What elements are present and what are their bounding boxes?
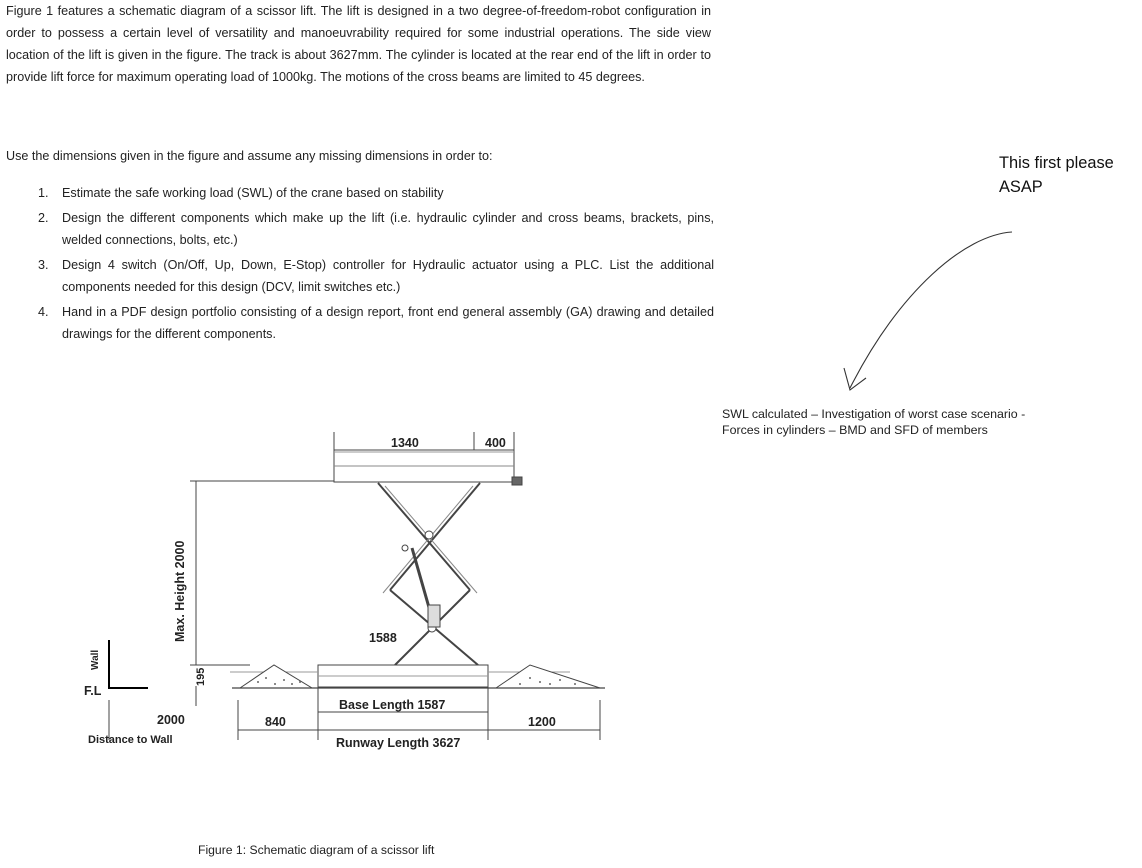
intro-paragraph: Figure 1 features a schematic diagram of a scissor lift. The lift is designed in a two degree-of-freedom-robot configuration in order to possess a certain level of versatility and manoeuvrability required for some industrial operations. The side view location of the lift is given in the figure. The track is about 3627mm. The cylinder is located at the rear end of the lift in order to provide lift force for maximum operating load of 1000kg. The motions of the cross beams are limited to 45 degrees. bbox=[6, 4, 711, 84]
dim-400: 400 bbox=[485, 436, 506, 450]
dim-base-length: Base Length 1587 bbox=[339, 698, 446, 712]
annotation-comment: SWL calculated – Investigation of worst case scenario - Forces in cylinders – BMD and SFD of members bbox=[722, 407, 1026, 437]
instructions-paragraph: Use the dimensions given in the figure and assume any missing dimensions in order to: bbox=[6, 149, 493, 163]
wall-label: Wall bbox=[90, 649, 101, 670]
dim-1340: 1340 bbox=[391, 436, 419, 450]
dim-195: 195 bbox=[195, 667, 207, 686]
task-item-3: 3. Design 4 switch (On/Off, Up, Down, E-Stop) controller for Hydraulic actuator using a PLC. List the additional components needed for this design (DCV, limit switches etc.) bbox=[38, 258, 714, 294]
task-item-4: 4. Hand in a PDF design portfolio consisting of a design report, front end general assembly (GA) drawing and detailed drawings for the different components. bbox=[38, 305, 714, 341]
dim-2000: 2000 bbox=[157, 713, 185, 727]
dim-runway-length: Runway Length 3627 bbox=[336, 736, 461, 750]
dim-840: 840 bbox=[265, 715, 286, 729]
task-item-1: 1. Estimate the safe working load (SWL) of the crane based on stability bbox=[38, 186, 444, 200]
dim-1588: 1588 bbox=[369, 631, 397, 645]
distance-to-wall-label: Distance to Wall bbox=[88, 734, 173, 746]
handwritten-note: This first please ASAP bbox=[999, 154, 1114, 196]
hand-drawn-arrow bbox=[850, 232, 1012, 388]
task-item-2: 2. Design the different components which make up the lift (i.e. hydraulic cylinder and cross beams, brackets, pins, welded connections, bolts, etc.) bbox=[38, 211, 714, 247]
figure-caption: Figure 1: Schematic diagram of a scissor lift bbox=[198, 843, 435, 857]
dim-1200: 1200 bbox=[528, 715, 556, 729]
dim-max-height: Max. Height 2000 bbox=[173, 540, 187, 642]
fl-label: F.L bbox=[84, 684, 102, 698]
